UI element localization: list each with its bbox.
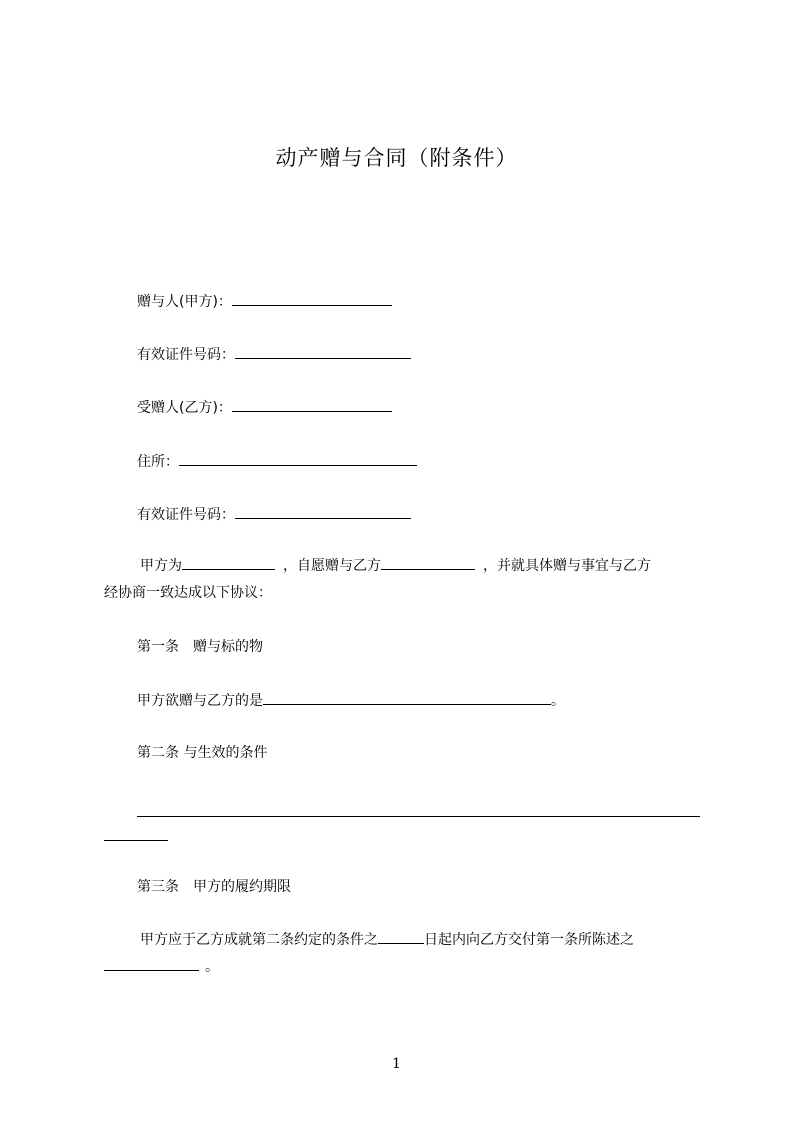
intro-blank-1[interactable] [182,555,275,570]
intro-part3: ，并就具体赠与事宜与乙方 [483,558,651,574]
donor-id-label: 有效证件号码： [137,347,235,363]
article2-heading: 第二条 与生效的条件 [137,745,268,761]
donor-label: 赠与人(甲方)： [137,294,232,310]
article1-heading: 第一条 赠与标的物 [137,639,263,655]
intro-part1: 甲方为 [140,558,182,574]
article1-blank[interactable] [263,690,551,705]
article3-heading: 第三条 甲方的履约期限 [137,879,291,895]
document-title: 动产赠与合同（附条件） [275,146,518,170]
donee-id-blank[interactable] [235,504,411,519]
donor-field [137,291,392,312]
article3-end: 。 [205,959,219,975]
article2-blank-line-2[interactable] [104,840,168,841]
donor-id-blank[interactable] [235,344,411,359]
donee-label: 受赠人(乙方)： [137,400,232,416]
article3-blank-item[interactable] [104,956,199,971]
donor-id-field [137,344,411,365]
article3-paragraph [104,927,700,981]
donee-blank[interactable] [232,397,392,412]
donee-id-label: 有效证件号码： [137,507,235,523]
intro-paragraph [104,553,700,607]
article1-body [137,690,565,711]
article3-part1: 甲方应于乙方成就第二条约定的条件之 [140,932,378,948]
page-number: 1 [392,1056,401,1072]
intro-part4: 经协商一致达成以下协议： [104,585,272,601]
intro-part2: ，自愿赠与乙方 [283,558,381,574]
address-label: 住所： [137,454,179,470]
intro-blank-2[interactable] [381,555,475,570]
donee-id-field [137,504,411,525]
donee-field [137,397,392,418]
article2-blank-line-1[interactable] [137,816,700,817]
article1-text: 甲方欲赠与乙方的是 [137,693,263,709]
donor-blank[interactable] [232,291,392,306]
address-blank[interactable] [179,451,417,466]
article1-end: 。 [551,693,565,709]
article3-part2: 日起内向乙方交付第一条所陈述之 [424,932,634,948]
article3-blank-days[interactable] [378,929,424,944]
address-field [137,451,417,472]
